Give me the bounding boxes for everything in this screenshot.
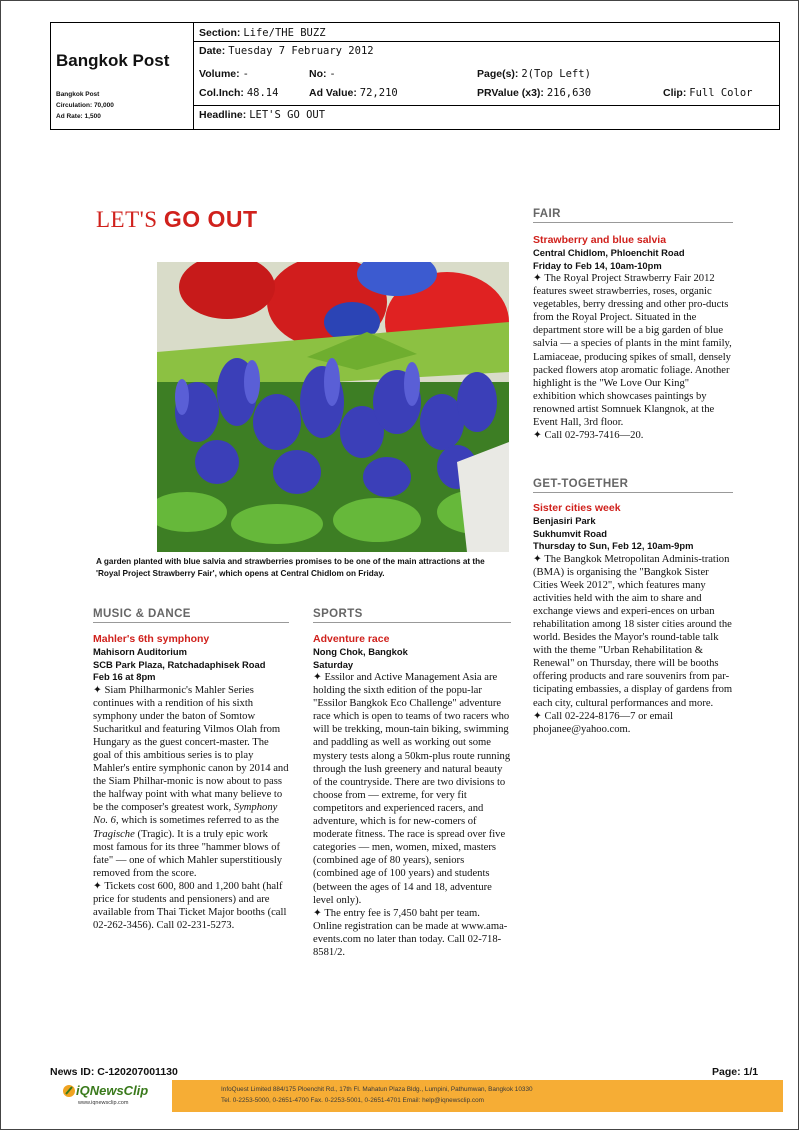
volume-field: Volume: -: [199, 68, 249, 80]
iqnewsclip-logo: [62, 1082, 162, 1112]
section-heading-fair: FAIR: [533, 208, 733, 223]
publication-name: Bangkok Post: [56, 51, 170, 70]
headline-field: Headline: LET'S GO OUT: [199, 109, 326, 121]
section-heading-music: MUSIC & DANCE: [93, 608, 289, 623]
event-venue: Mahisorn Auditorium: [93, 646, 187, 657]
event-date: Thursday to Sun, Feb 12, 10am-9pm: [533, 540, 694, 551]
event-body: ✦ The Bangkok Metropolitan Adminis-tration (BMA) is organising the "Bangkok Sister Cities Week 2012", which features many activities held with the aim to share and exchange views and experi-ences on urban rehabilitation among 18 sister cities around the world. Besides the Mayor's round-table talk with the theme "Urban Rehabilitation & Renewal" on Thursday, there will be booths offering products and rare souvenirs from par-ticipating embassies, a display of gardens from each city, cultural performances and more.: [533, 553, 733, 709]
event-body: ✦ Call 02-793-7416—20.: [533, 430, 644, 442]
section-heading-sports: SPORTS: [313, 608, 511, 623]
prvalue-field: PRValue (x3): 216,630: [477, 87, 592, 99]
section-field: Section: Life/THE BUZZ: [199, 27, 326, 39]
no-field: No: -: [309, 68, 336, 80]
event-body: ✦ Tickets cost 600, 800 and 1,200 baht (half price for students and pensioners) and are available from Thai Ticket Major booths (call 02-262-3456). Call 02-231-5273.: [93, 880, 287, 932]
page-indicator: Page: 1/1: [712, 1066, 759, 1078]
advalue-field: Ad Value: 72,210: [309, 87, 398, 99]
fair-column: [533, 234, 733, 442]
event-venue: Central Chidlom, Phloenchit Road: [533, 247, 685, 258]
sports-column: [313, 633, 511, 959]
event-title: Mahler's 6th symphony: [93, 633, 210, 645]
article-title: LET'S GO OUT: [96, 206, 258, 232]
publication-small: Bangkok Post: [56, 91, 100, 98]
logo-tagline: www.iqnewsclip.com: [78, 1100, 129, 1106]
colinch-field: Col.Inch: 48.14: [199, 87, 279, 99]
event-date: Feb 16 at 8pm: [93, 671, 156, 682]
section-heading-get-together: GET-TOGETHER: [533, 478, 733, 493]
event-body: ✦ The entry fee is 7,450 baht per team. Online registration can be made at www.ama-events.com no later than today. Call 02-718-8581/2.: [313, 907, 508, 958]
event-date: Saturday: [313, 658, 354, 670]
event-venue: Sukhumvit Road: [533, 527, 607, 539]
event-title: Adventure race: [313, 633, 390, 645]
photo-caption: A garden planted with blue salvia and strawberries promises to be one of the main attractions at the 'Royal Project Strawberry Fair', which opens at Central Chidlom on Friday.: [96, 557, 485, 578]
music-column: [93, 633, 289, 932]
event-title: Strawberry and blue salvia: [533, 234, 667, 246]
footer-bar: [172, 1080, 783, 1112]
event-venue: Nong Chok, Bangkok: [313, 646, 408, 657]
event-body: ✦ The Royal Project Strawberry Fair 2012 features sweet strawberries, roses, organic vegetables, berry dressing and other pro-ducts from the Royal Project. Situated in the department store will be a big garden of blue salvia — a species of plants in the mint family, Lamiaceae, producing spikes of small, densely packed flowers atop aromatic foliage. Another highlight is the "We Love Our King" exhibition which showcases paintings by renowned artist Somnuek Klangnok, at the Event Hall, 3rd floor.: [533, 273, 732, 429]
event-body: ✦ Call 02-224-8176—7 or email phojanee@yahoo.com.: [533, 710, 674, 735]
footer-contact: Tel. 0-2253-5000, 0-2651-4700 Fax. 0-2253-5001, 0-2651-4701 Email: help@iqnewsclip.com: [221, 1097, 484, 1104]
circulation: Circulation: 70,000: [56, 102, 114, 109]
news-id: News ID: C-120207001130: [50, 1066, 178, 1078]
clip-logo-icon: [62, 1084, 76, 1098]
salvia-strawberry-photo: [157, 262, 509, 552]
divider: [193, 105, 779, 106]
clip-header: [50, 22, 780, 130]
clip-field: Clip: Full Color: [663, 87, 753, 99]
event-body: ✦ Siam Philharmonic's Mahler Series continues with a rendition of his sixth symphony under the baton of Somtow Sucharitkul and featuring Vilmos Olah from Hungary as the guest concert-master. The goal of this ambitious series is to play Mahler's entire symphonic canon by 2014 and the Siam Philhar-monic is now about to pass the halfway point with what many believe to be the composer's greatest work, Symphony No. 6, which is sometimes referred to as the Tragische (Tragic). It is a truly epic work most famous for its three "hammer blows of fate" — one of which Mahler superstitiously removed from the score.: [93, 684, 289, 879]
divider: [193, 41, 779, 42]
event-title: Sister cities week: [533, 502, 621, 514]
footer-address: InfoQuest Limited 884/175 Ploenchit Rd., 17th Fl. Mahatun Plaza Bldg., Lumpini, Pathumwan, Bangkok 10330: [221, 1086, 533, 1093]
together-column: [533, 502, 733, 736]
event-date: Friday to Feb 14, 10am-10pm: [533, 259, 662, 271]
ad-rate: Ad Rate: 1,500: [56, 113, 101, 120]
event-body: ✦ Essilor and Active Management Asia are holding the sixth edition of the popu-lar "Essilor Bangkok Eco Challenge" adventure race which is open to teams of two racers who will be trekking, moun-tain biking, swimming and paddling as well as working out some mystery tests along a 50km-plus route running through the lush greenery and natural beauty of the countryside. There are two divisions to choose from — extreme, for very fit competitors and experienced racers, and adventure, which is for new-comers of moderate fitness. The race is spread over five categories — men, women, mixed, masters (combined age of 80 years), seniors (combined age of 100 years) and students (between the ages of 14 and 18, adventure level only).: [313, 672, 511, 906]
event-venue: Benjasiri Park: [533, 515, 596, 526]
event-venue: SCB Park Plaza, Ratchadaphisek Road: [93, 658, 266, 670]
pages-field: Page(s): 2(Top Left): [477, 68, 591, 80]
logo-wordmark: iQNewsClip: [76, 1083, 149, 1098]
date-field: Date: Tuesday 7 February 2012: [199, 45, 374, 57]
publication-box: [51, 23, 194, 129]
